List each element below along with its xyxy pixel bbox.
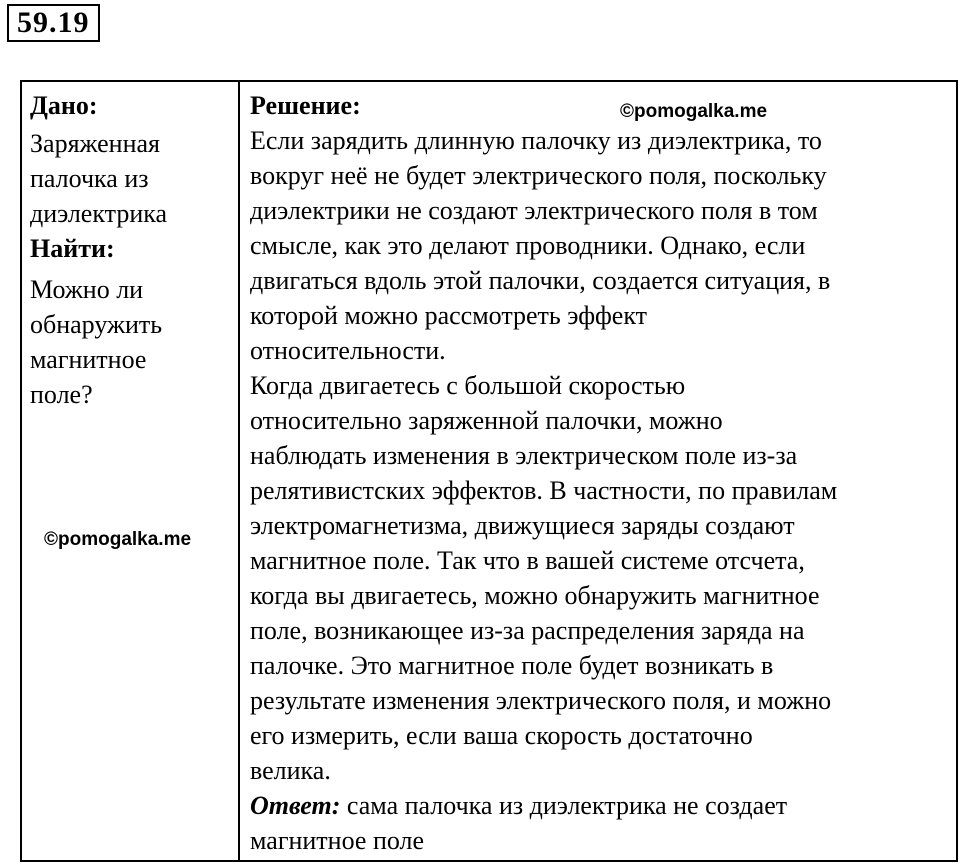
given-heading: Дано: xyxy=(30,91,98,120)
solution-table xyxy=(20,80,958,862)
solution-line: релятивистских эффектов. В частности, по правилам xyxy=(250,476,838,505)
solution-line: магнитное поле. Так что в вашей системе отсчета, xyxy=(250,546,805,575)
find-heading: Найти: xyxy=(30,234,115,263)
watermark-left: ©pomogalka.me xyxy=(44,529,192,550)
solution-line: вокруг неё не будет электрического поля, поскольку xyxy=(250,161,827,190)
answer-line xyxy=(250,788,948,823)
watermark-right: ©pomogalka.me xyxy=(620,101,768,122)
solution-line: когда вы двигаетесь, можно обнаружить магнитное xyxy=(250,581,820,610)
find-text xyxy=(30,272,238,412)
find-line: поле? xyxy=(30,380,93,409)
solution-line: результате изменения электрического поля, и можно xyxy=(250,686,832,715)
given-text xyxy=(30,126,238,231)
solution-text xyxy=(250,123,948,858)
solution-line: Когда двигаетесь с большой скоростью xyxy=(250,371,686,400)
solution-heading: Решение: xyxy=(250,91,361,120)
solution-line: которой можно рассмотреть эффект xyxy=(250,301,647,330)
given-column xyxy=(22,82,240,860)
solution-line: электромагнетизма, движущиеся заряды создают xyxy=(250,511,795,540)
given-line: палочка из xyxy=(30,164,149,193)
find-line: обнаружить xyxy=(30,310,163,339)
problem-number: 59.19 xyxy=(7,4,100,42)
solution-line: палочке. Это магнитное поле будет возникать в xyxy=(250,651,774,680)
find-line: Можно ли xyxy=(30,275,144,304)
solution-line: его измерить, если ваша скорость достаточно xyxy=(250,721,753,750)
solution-line: велика. xyxy=(250,756,331,785)
solution-line: относительности. xyxy=(250,336,446,365)
solution-line: поле, возникающее из-за распределения заряда на xyxy=(250,616,805,645)
solution-line: Если зарядить длинную палочку из диэлектрика, то xyxy=(250,126,822,155)
solution-line: смысле, как это делают проводники. Однако, если xyxy=(250,231,806,260)
answer-label: Ответ: xyxy=(250,791,341,820)
given-line: диэлектрика xyxy=(30,199,168,228)
solution-line: относительно заряженной палочки, можно xyxy=(250,406,723,435)
solution-line: двигаться вдоль этой палочки, создается ситуация, в xyxy=(250,266,831,295)
find-line: магнитное xyxy=(30,345,147,374)
answer-line: магнитное поле xyxy=(250,826,425,855)
given-line: Заряженная xyxy=(30,129,161,158)
answer-text: сама палочка из диэлектрика не создает xyxy=(340,791,788,820)
solution-column xyxy=(240,82,956,860)
solution-line: наблюдать изменения в электрическом поле из-за xyxy=(250,441,798,470)
solution-line: диэлектрики не создают электрического поля в том xyxy=(250,196,818,225)
